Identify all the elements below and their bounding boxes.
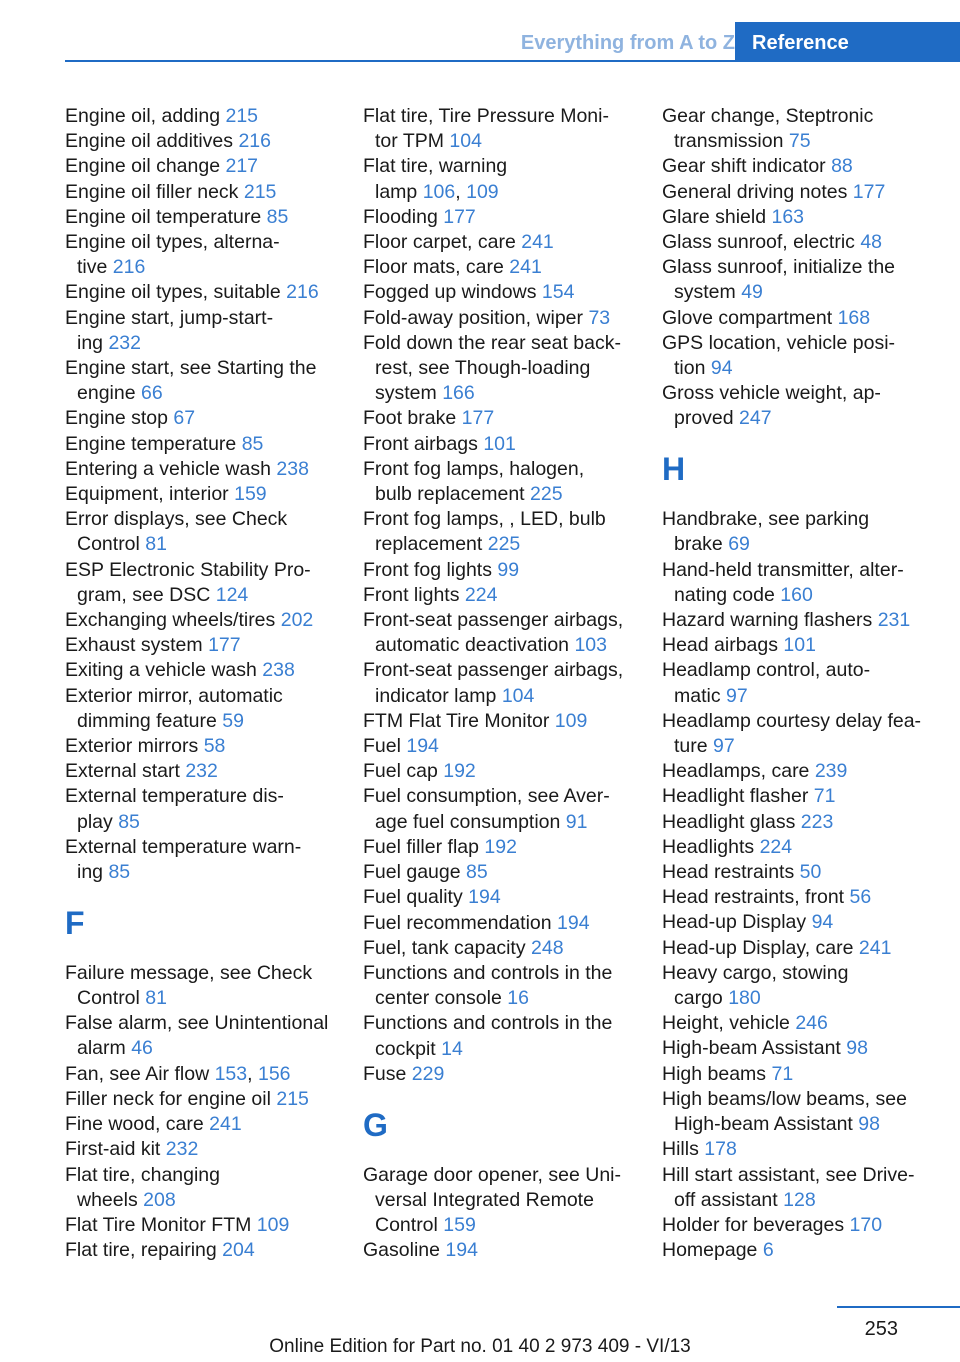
index-entry: Engine oil types, alterna- tive 216 — [65, 231, 280, 279]
page-reference-link[interactable]: 50 — [799, 861, 822, 884]
index-entry: High-beam Assistant 98 — [662, 1037, 868, 1060]
index-entry: Engine oil temperature 85 — [65, 205, 289, 228]
index-entry: Fuel, tank capacity 248 — [363, 936, 564, 959]
page-reference-link[interactable]: 194 — [406, 735, 439, 758]
page-reference-link[interactable]: 194 — [557, 911, 590, 934]
index-entry: Fuel 194 — [363, 735, 439, 758]
index-entry: Gasoline 194 — [363, 1239, 478, 1262]
page-reference-link[interactable]: 225 — [530, 483, 563, 506]
page-reference-link[interactable]: 248 — [531, 936, 564, 959]
index-entry: Fogged up windows 154 — [363, 281, 575, 304]
page-reference-link[interactable]: 101 — [783, 634, 816, 657]
page-reference-link[interactable]: 215 — [243, 180, 277, 203]
index-entry: Front-seat passenger airbags, indicator lamp 104 — [363, 659, 624, 707]
page-reference-link[interactable]: 177 — [852, 180, 886, 203]
page-reference-link[interactable]: 247 — [739, 407, 772, 430]
page-reference-link[interactable]: 177 — [443, 205, 476, 228]
index-entry: Error displays, see Check Control 81 — [65, 508, 288, 556]
index-entry: Head-up Display, care 241 — [662, 936, 892, 959]
index-entry: Exterior mirrors 58 — [65, 735, 226, 758]
index-entry: Headlamp control, auto- matic 97 — [662, 659, 871, 707]
page-reference-link[interactable]: 241 — [858, 936, 892, 959]
page-reference-link[interactable]: 14 — [441, 1037, 463, 1060]
index-entry: Engine start, see Starting the engine 66 — [65, 357, 317, 405]
index-entry: Front-seat passenger airbags, automatic deactivation 103 — [363, 609, 624, 657]
index-column-2 — [363, 104, 649, 1263]
index-entry: Headlight flasher 71 — [662, 785, 836, 808]
index-entry: Head restraints 50 — [662, 861, 822, 884]
index-entry: Gear change, Steptronic transmission 75 — [662, 105, 874, 153]
page-reference-link[interactable]: 170 — [849, 1213, 883, 1236]
footer-rule — [837, 1306, 960, 1308]
index-entry: Height, vehicle 246 — [662, 1012, 828, 1035]
page-reference-link[interactable]: 238 — [276, 457, 309, 480]
index-entry: Hand-held transmitter, alter- nating code 160 — [662, 558, 904, 606]
index-entry: Failure message, see Check Control 81 — [65, 961, 313, 1010]
page-reference-link[interactable]: 98 — [846, 1037, 868, 1060]
page-reference-link[interactable]: 46 — [131, 1037, 153, 1060]
page-reference-link[interactable]: 238 — [262, 659, 295, 682]
index-entry: Glove compartment 168 — [662, 306, 871, 329]
reference-tab: Reference — [735, 22, 960, 62]
page-reference-link[interactable]: 85 — [108, 861, 131, 884]
index-entry: False alarm, see Unintentional alarm 46 — [65, 1012, 329, 1060]
page-reference-link[interactable]: 154 — [541, 281, 575, 304]
index-entry: High beams 71 — [662, 1062, 794, 1085]
page-reference-link[interactable]: 109 — [256, 1213, 290, 1236]
page-reference-link[interactable]: 224 — [759, 835, 793, 858]
index-column-3 — [662, 104, 952, 1263]
page-reference-link[interactable]: 58 — [203, 735, 226, 758]
page-reference-link[interactable]: 163 — [771, 205, 805, 228]
page-reference-link[interactable]: 85 — [266, 205, 289, 228]
page-reference-link[interactable]: 223 — [800, 810, 834, 833]
index-entry: Fuel cap 192 — [363, 760, 476, 783]
page-reference-link[interactable]: 216 — [286, 281, 319, 304]
page-reference-link[interactable]: 166 — [442, 382, 475, 405]
index-entry: ESP Electronic Stability Pro- gram, see DSC 124 — [65, 558, 311, 606]
page-reference-link[interactable]: 124 — [215, 583, 249, 606]
page-reference-link[interactable]: 71 — [771, 1062, 794, 1085]
index-entry: Front fog lamps, halogen, bulb replacement 225 — [363, 457, 585, 506]
page-reference-link[interactable]: 94 — [811, 911, 834, 934]
page-reference-link[interactable]: 208 — [143, 1188, 176, 1211]
index-entry: Fan, see Air flow 153, 156 — [65, 1062, 291, 1085]
index-entry: Exhaust system 177 — [65, 634, 241, 657]
page-reference-link[interactable]: 88 — [831, 155, 853, 178]
index-column-1 — [65, 104, 351, 1263]
page-reference-link[interactable]: 91 — [565, 810, 588, 833]
index-entry: First-aid kit 232 — [65, 1138, 199, 1161]
page-reference-link[interactable]: 153 — [214, 1062, 248, 1085]
index-entry: External temperature warn- ing 85 — [65, 835, 302, 884]
page-reference-link[interactable]: 104 — [501, 684, 535, 707]
page-reference-link[interactable]: 192 — [443, 760, 476, 783]
index-entry: Functions and controls in the center console 16 — [363, 961, 613, 1010]
index-entry: Fuse 229 — [363, 1062, 445, 1085]
index-entry: Fuel filler flap 192 — [363, 835, 517, 858]
page-reference-link[interactable]: 75 — [788, 130, 811, 153]
index-entry: External temperature dis- play 85 — [65, 785, 284, 833]
index-entry: Engine oil change 217 — [65, 155, 259, 178]
page-reference-link[interactable]: 6 — [762, 1239, 774, 1262]
page-reference-link[interactable]: 232 — [108, 331, 141, 354]
page-reference-link[interactable]: 239 — [814, 760, 848, 783]
page-reference-link[interactable]: 194 — [468, 886, 501, 909]
index-entry: Exiting a vehicle wash 238 — [65, 659, 295, 682]
index-entry: Holder for beverages 170 — [662, 1213, 883, 1236]
index-entry: Headlights 224 — [662, 835, 793, 858]
index-entry: Gear shift indicator 88 — [662, 155, 853, 178]
page-reference-link[interactable]: 156 — [257, 1062, 291, 1085]
index-letter-heading: G — [363, 1106, 388, 1143]
page-reference-link[interactable]: 241 — [521, 231, 554, 254]
index-entry: Glare shield 163 — [662, 205, 805, 228]
page-reference-link[interactable]: 178 — [704, 1138, 737, 1161]
index-entry: High beams/low beams, see High-beam Assistant 98 — [662, 1087, 907, 1136]
index-entry: Engine oil types, suitable 216 — [65, 281, 319, 304]
page-reference-link[interactable]: 81 — [145, 533, 167, 556]
page-reference-link[interactable]: 160 — [780, 583, 813, 606]
index-entry: Homepage 6 — [662, 1239, 774, 1262]
index-entry: Flat tire, repairing 204 — [65, 1239, 255, 1262]
page-reference-link[interactable]: 159 — [443, 1213, 476, 1236]
index-entry: Flooding 177 — [363, 205, 476, 228]
index-entry: Engine oil, adding 215 — [65, 105, 259, 127]
index-entry: Functions and controls in the cockpit 14 — [363, 1012, 613, 1060]
index-entry: Front fog lights 99 — [363, 558, 520, 581]
index-entry: Front airbags 101 — [363, 432, 516, 455]
page-reference-link[interactable]: 85 — [118, 810, 140, 833]
page-reference-link[interactable]: 49 — [741, 281, 763, 304]
index-entry: Fine wood, care 241 — [65, 1113, 242, 1136]
index-entry: Engine temperature 85 — [65, 432, 264, 455]
index-entry: Heavy cargo, stowing cargo 180 — [662, 961, 849, 1010]
index-entry: Handbrake, see parking brake 69 — [662, 508, 870, 556]
page-reference-link[interactable]: 202 — [280, 609, 314, 632]
index-entry: Fuel consumption, see Aver- age fuel consumption 91 — [363, 785, 610, 833]
index-entry: Head airbags 101 — [662, 634, 816, 657]
index-letter-heading: F — [65, 904, 85, 941]
page-reference-link[interactable]: 246 — [795, 1012, 828, 1035]
index-entry: Exterior mirror, automatic dimming feature 59 — [65, 684, 283, 732]
page-reference-link[interactable]: 85 — [466, 861, 488, 884]
page-reference-link[interactable]: 232 — [185, 760, 218, 783]
page-reference-link[interactable]: 215 — [225, 105, 259, 127]
page-reference-link[interactable]: 177 — [461, 407, 495, 430]
page-reference-link[interactable]: 48 — [860, 231, 883, 254]
page-reference-link[interactable]: 204 — [222, 1239, 255, 1262]
page-reference-link[interactable]: 215 — [276, 1087, 309, 1110]
index-entry: Headlight glass 223 — [662, 810, 834, 833]
page-reference-link[interactable]: 192 — [484, 835, 517, 858]
section-title: Everything from A to Z — [520, 32, 735, 54]
index-entry: Equipment, interior 159 — [65, 483, 267, 506]
index-entry: Glass sunroof, initialize the system 49 — [662, 256, 896, 304]
index-entry: Fuel gauge 85 — [363, 861, 488, 884]
page-reference-link[interactable]: 66 — [140, 382, 163, 405]
page-reference-link[interactable]: 99 — [497, 558, 520, 581]
page-header — [65, 22, 960, 62]
page-reference-link[interactable]: 97 — [726, 684, 748, 707]
index-entry: Hazard warning flashers 231 — [662, 609, 911, 632]
page-reference-link[interactable]: 69 — [728, 533, 750, 556]
index-entry: Engine start, jump-start- ing 232 — [65, 306, 274, 354]
page-reference-link[interactable]: 109 — [554, 709, 588, 732]
index-entry: Garage door opener, see Uni- versal Integrated Remote Control 159 — [363, 1163, 621, 1236]
index-entry: Engine oil additives 216 — [65, 130, 271, 153]
index-entry: Filler neck for engine oil 215 — [65, 1087, 309, 1110]
index-entry: Fold down the rear seat back- rest, see Though-loading system 166 — [363, 331, 621, 405]
page-reference-link[interactable]: 216 — [238, 130, 271, 153]
page-reference-link[interactable]: 225 — [487, 533, 521, 556]
page-reference-link[interactable]: 128 — [783, 1188, 816, 1211]
page-reference-link[interactable]: 71 — [813, 785, 836, 808]
page-reference-link[interactable]: 97 — [713, 735, 735, 758]
page-reference-link[interactable]: 241 — [209, 1113, 242, 1136]
page-reference-link[interactable]: 81 — [145, 987, 167, 1010]
index-entry: General driving notes 177 — [662, 180, 886, 203]
page-reference-link[interactable]: 231 — [877, 609, 911, 632]
page-reference-link[interactable]: 232 — [165, 1138, 199, 1161]
index-entry: Floor mats, care 241 — [363, 256, 542, 279]
page-reference-link[interactable]: 216 — [112, 256, 146, 279]
page-reference-link[interactable]: 104 — [449, 130, 482, 153]
header-rule — [65, 60, 960, 62]
index-entry: Flat tire, Tire Pressure Moni- tor TPM 104 — [363, 105, 609, 153]
page-reference-link[interactable]: 217 — [225, 155, 259, 178]
edition-note: Online Edition for Part no. 01 40 2 973 409 - VI/13 — [269, 1336, 691, 1357]
page-reference-link[interactable]: 67 — [173, 407, 196, 430]
index-entry: Head-up Display 94 — [662, 911, 834, 934]
index-entry: Glass sunroof, electric 48 — [662, 231, 883, 254]
index-entry: Head restraints, front 56 — [662, 886, 872, 909]
page-reference-link[interactable]: 194 — [445, 1239, 478, 1262]
index-entry: Flat tire, changing wheels 208 — [65, 1163, 221, 1211]
page-reference-link[interactable]: 59 — [222, 709, 244, 732]
page-reference-link[interactable]: 180 — [728, 987, 761, 1010]
page-reference-link[interactable]: 224 — [464, 583, 498, 606]
page-reference-link[interactable]: 177 — [208, 634, 241, 657]
index-entry: Hills 178 — [662, 1138, 737, 1161]
page-reference-link[interactable]: 56 — [849, 886, 872, 909]
index-entry: Floor carpet, care 241 — [363, 231, 554, 254]
page-reference-link[interactable]: 85 — [241, 432, 264, 455]
page-reference-link[interactable]: 159 — [234, 483, 267, 506]
page-reference-link[interactable]: 101 — [483, 432, 516, 455]
index-entry: Fuel recommendation 194 — [363, 911, 590, 934]
index-entry: Engine oil filler neck 215 — [65, 180, 277, 203]
page-number: 253 — [864, 1318, 898, 1340]
index-entry: Fuel quality 194 — [363, 886, 501, 909]
page-reference-link[interactable]: 168 — [837, 306, 871, 329]
index-entry: Exchanging wheels/tires 202 — [65, 609, 314, 632]
page-reference-link[interactable]: 98 — [858, 1113, 880, 1136]
index-entry: Headlamps, care 239 — [662, 760, 848, 783]
page-reference-link[interactable]: 229 — [411, 1062, 445, 1085]
page-reference-link[interactable]: 241 — [509, 256, 542, 279]
index-entry: Front lights 224 — [363, 583, 498, 606]
index-entry: Flat Tire Monitor FTM 109 — [65, 1213, 290, 1236]
index-letter-heading: H — [662, 451, 686, 488]
index-entry: Engine stop 67 — [65, 407, 196, 430]
page-reference-link[interactable]: 16 — [507, 987, 529, 1010]
index-entry: FTM Flat Tire Monitor 109 — [363, 709, 588, 732]
index-entry: GPS location, vehicle posi- tion 94 — [662, 331, 896, 380]
index-entry: Flat tire, warning lamp 106, 109 — [363, 155, 508, 203]
page-reference-link[interactable]: 106 — [422, 180, 456, 203]
index-entry: Headlamp courtesy delay fea- ture 97 — [662, 709, 922, 758]
index-entry: Fold-away position, wiper 73 — [363, 306, 611, 329]
index-entry: Hill start assistant, see Drive- off assistant 128 — [662, 1163, 915, 1211]
index-entry: Gross vehicle weight, ap- proved 247 — [662, 382, 881, 430]
index-entry: Entering a vehicle wash 238 — [65, 457, 309, 480]
page-reference-link[interactable]: 73 — [588, 306, 611, 329]
page-reference-link[interactable]: 103 — [574, 634, 607, 657]
page-reference-link[interactable]: 94 — [710, 357, 733, 380]
index-entry: Foot brake 177 — [363, 407, 495, 430]
index-entry: Front fog lamps, , LED, bulb replacement 225 — [363, 508, 606, 556]
index-entry: External start 232 — [65, 760, 218, 783]
page-reference-link[interactable]: 109 — [466, 180, 499, 203]
